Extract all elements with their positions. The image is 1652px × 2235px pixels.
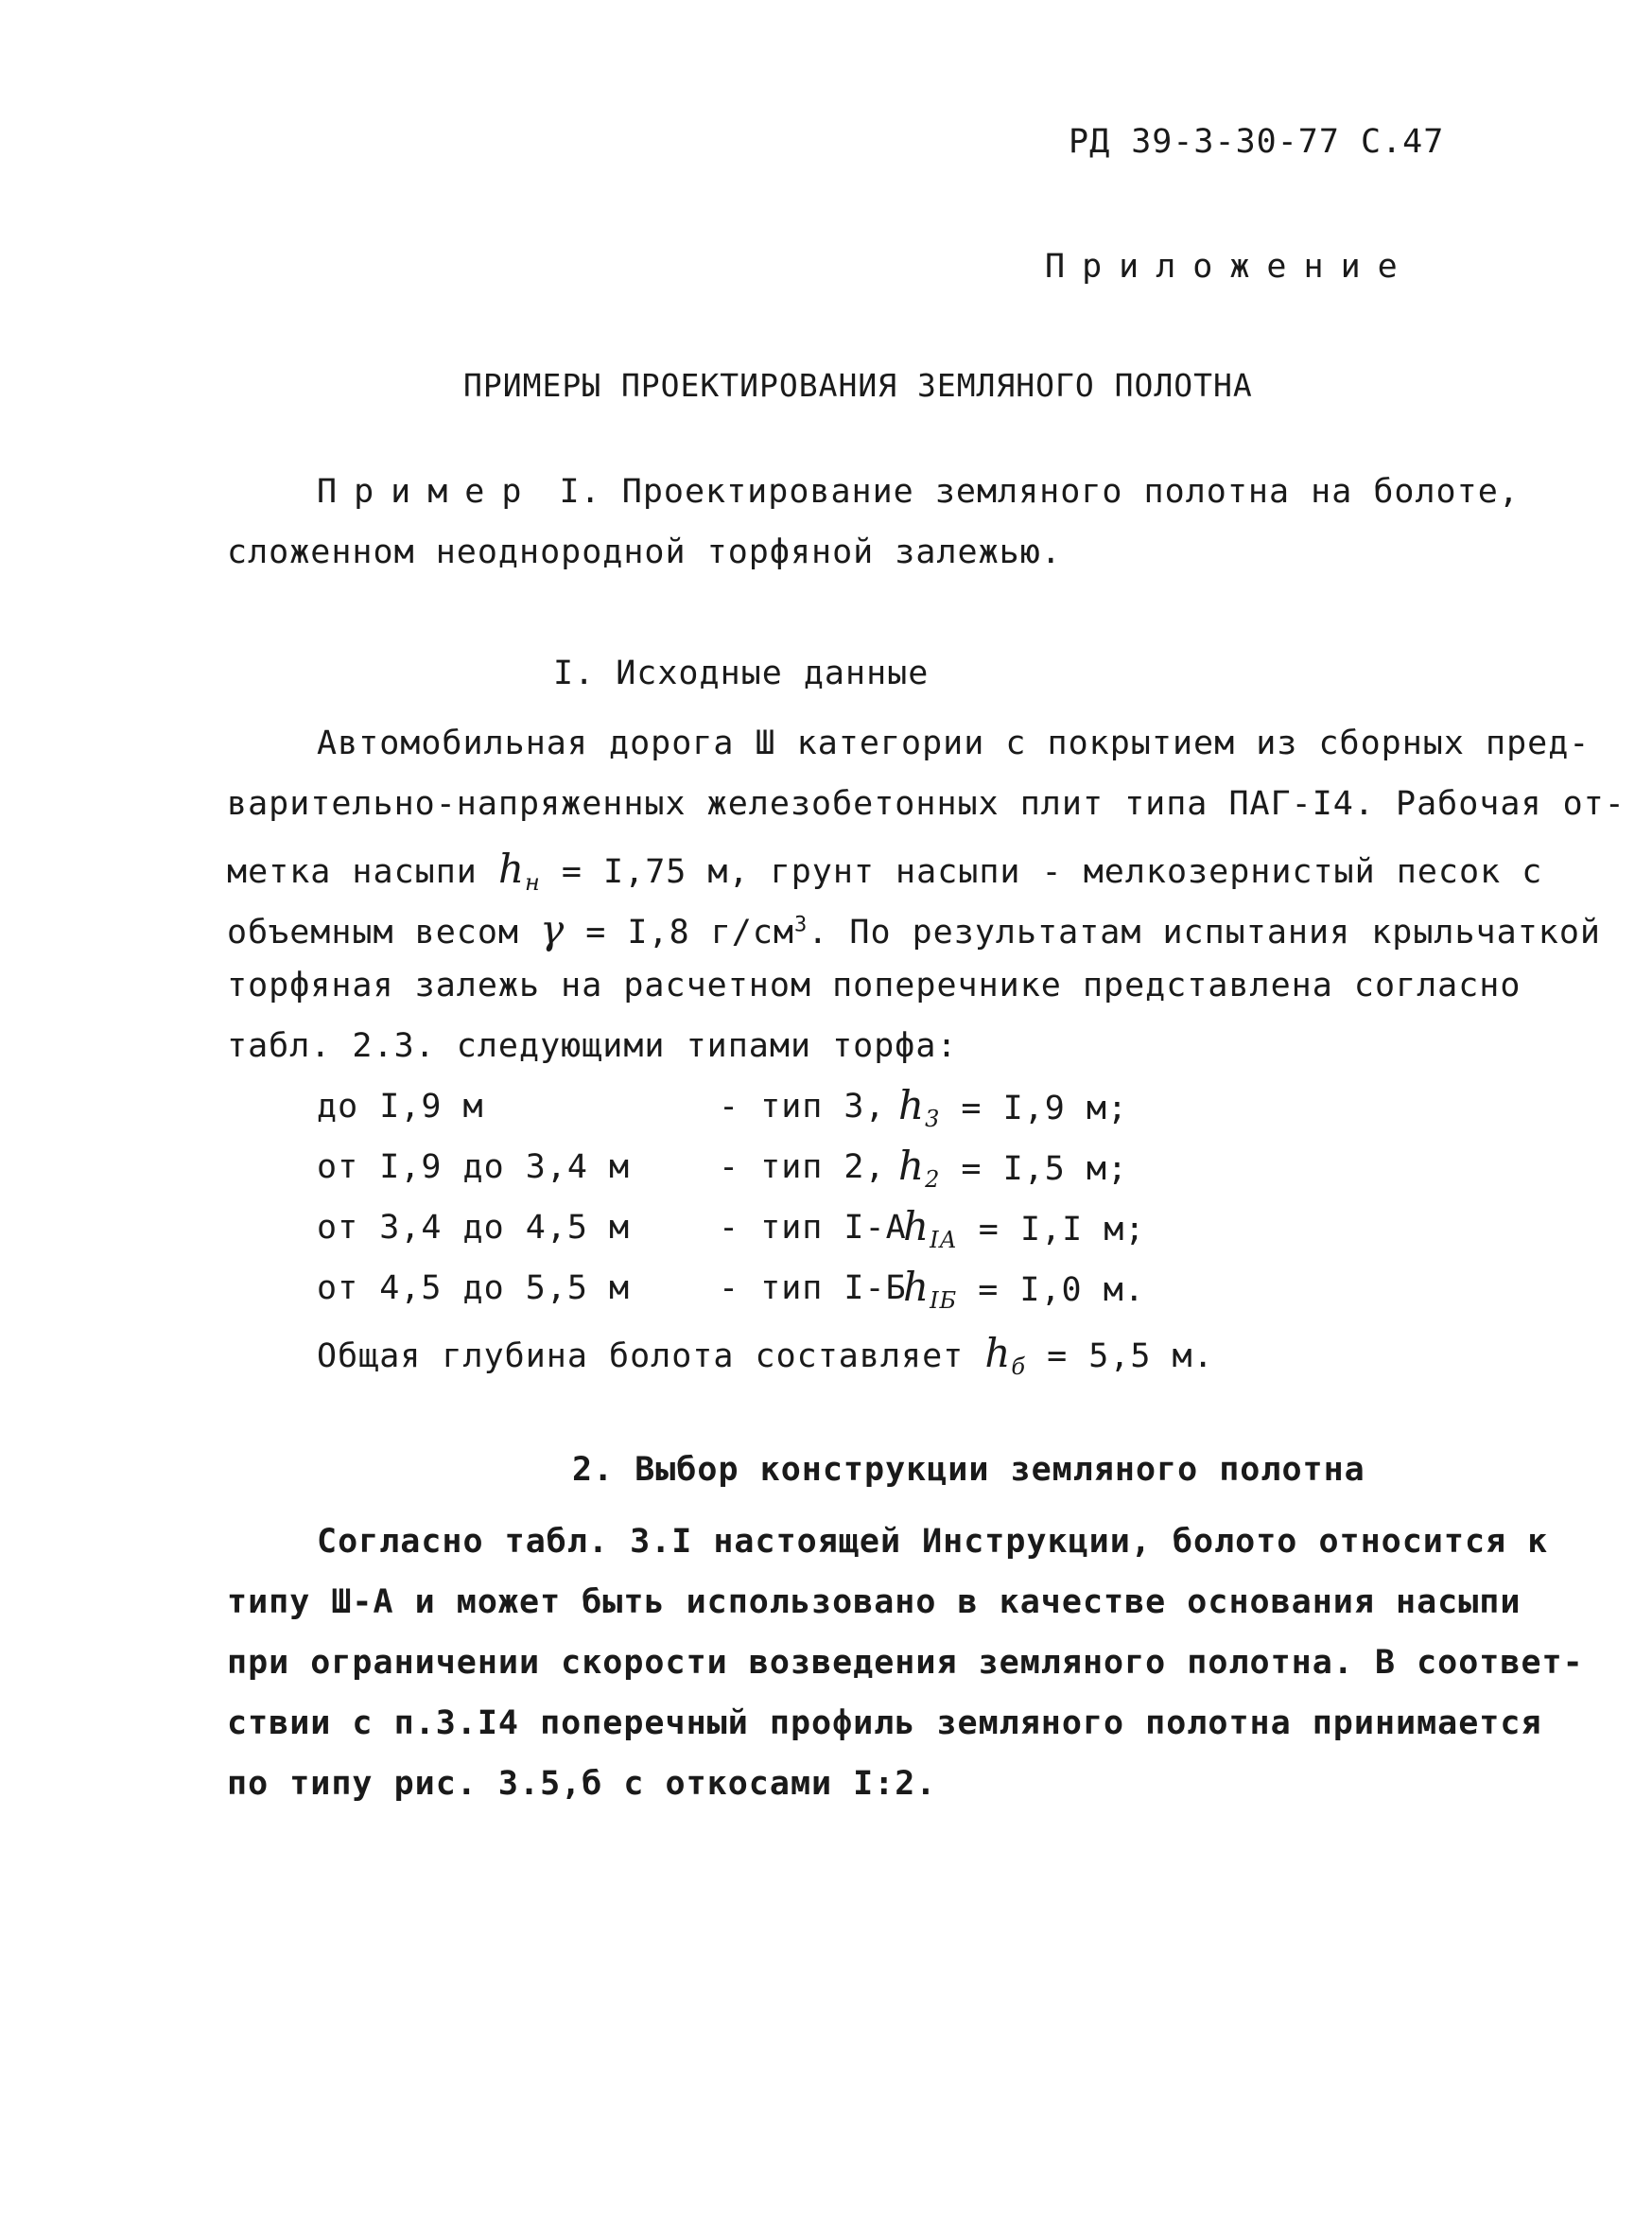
example-label: Пример: [317, 473, 539, 511]
text-segment: = 5,5 м.: [1047, 1337, 1214, 1375]
paragraph1-line2: варительно-напряженных железобетонных плит типа ПАГ-I4. Рабочая от-: [227, 785, 1626, 823]
text-segment: объемным весом: [227, 914, 520, 952]
h-symbol: h: [898, 1082, 926, 1128]
text-segment: = I,75 м, грунт насыпи - мелкозернистый песок с: [561, 853, 1543, 891]
gamma-symbol: γ: [540, 906, 565, 952]
layer-type: - тип 2,: [719, 1148, 886, 1186]
paragraph1-line5: торфяная залежь на расчетном поперечнике представлена согласно: [227, 967, 1522, 1004]
layer-value: = I,5 м;: [961, 1150, 1128, 1188]
h-symbol: h: [497, 846, 526, 892]
paragraph2-line4: ствии с п.3.I4 поперечный профиль земляного полотна принимается: [227, 1704, 1542, 1742]
layer-range: от 4,5 до 5,5 м: [317, 1269, 631, 1307]
text-segment: метка насыпи: [227, 853, 478, 891]
h-subscript: IБ: [930, 1287, 958, 1314]
paragraph2-line5: по типу рис. 3.5,б с откосами I:2.: [227, 1765, 937, 1803]
paragraph1-line3: [227, 846, 1542, 896]
paragraph1-line6: табл. 2.3. следующими типами торфа:: [227, 1027, 958, 1065]
example-title-line2: сложенном неоднородной торфяной залежью.: [227, 533, 1062, 571]
text-segment: = I,8 г/см: [585, 914, 794, 952]
h-symbol: h: [903, 1264, 930, 1310]
total-depth-line: [317, 1330, 1214, 1380]
example-title-line1: [317, 473, 1520, 511]
text-segment: . По результатам испытания крыльчаткой: [808, 914, 1601, 952]
paragraph1-line4: [227, 906, 1601, 952]
paragraph2-line2: типу Ш-А и может быть использовано в качестве основания насыпи: [227, 1583, 1522, 1621]
layer-thickness: [898, 1082, 1128, 1132]
h-symbol: h: [903, 1203, 930, 1249]
layer-type: - тип I-А: [719, 1209, 907, 1247]
layer-thickness: [898, 1143, 1128, 1193]
h-subscript: н: [525, 869, 541, 896]
layer-value: = I,9 м;: [961, 1090, 1128, 1127]
h-subscript: б: [1011, 1353, 1027, 1380]
superscript: 3: [794, 913, 809, 937]
layer-type: - тип 3,: [719, 1088, 886, 1126]
example-number: I.: [559, 473, 601, 511]
document-code: РД 39-3-30-77 С.47: [1069, 123, 1445, 161]
h-symbol: h: [984, 1330, 1012, 1376]
main-title: ПРИМЕРЫ ПРОЕКТИРОВАНИЯ ЗЕМЛЯНОГО ПОЛОТНА: [463, 367, 1253, 404]
text-segment: Общая глубина болота составляет: [317, 1337, 965, 1375]
section2-heading: 2. Выбор конструкции земляного полотна: [572, 1451, 1365, 1489]
h-subscript: 2: [925, 1166, 941, 1193]
example-title-text: Проектирование земляного полотна на болоте,: [621, 473, 1520, 511]
h-subscript: IА: [930, 1227, 958, 1253]
layer-thickness: [903, 1203, 1145, 1253]
h-symbol: h: [898, 1143, 926, 1189]
section1-heading: I. Исходные данные: [553, 655, 930, 692]
layer-range: от 3,4 до 4,5 м: [317, 1209, 631, 1247]
layer-type: - тип I-Б: [719, 1269, 907, 1307]
paragraph1-line1: Автомобильная дорога Ш категории с покрытием из сборных пред-: [317, 725, 1591, 762]
paragraph2-line3: при ограничении скорости возведения земляного полотна. В соответ-: [227, 1644, 1584, 1682]
layer-thickness: [903, 1264, 1145, 1314]
layer-value: = I,I м;: [978, 1211, 1146, 1248]
h-subscript: 3: [925, 1106, 941, 1132]
layer-value: = I,0 м.: [978, 1271, 1145, 1309]
layer-range: до I,9 м: [317, 1088, 484, 1126]
layer-range: от I,9 до 3,4 м: [317, 1148, 631, 1186]
appendix-label: Приложение: [1045, 248, 1415, 286]
paragraph2-line1: Согласно табл. 3.I настоящей Инструкции, болото относится к: [317, 1523, 1549, 1561]
